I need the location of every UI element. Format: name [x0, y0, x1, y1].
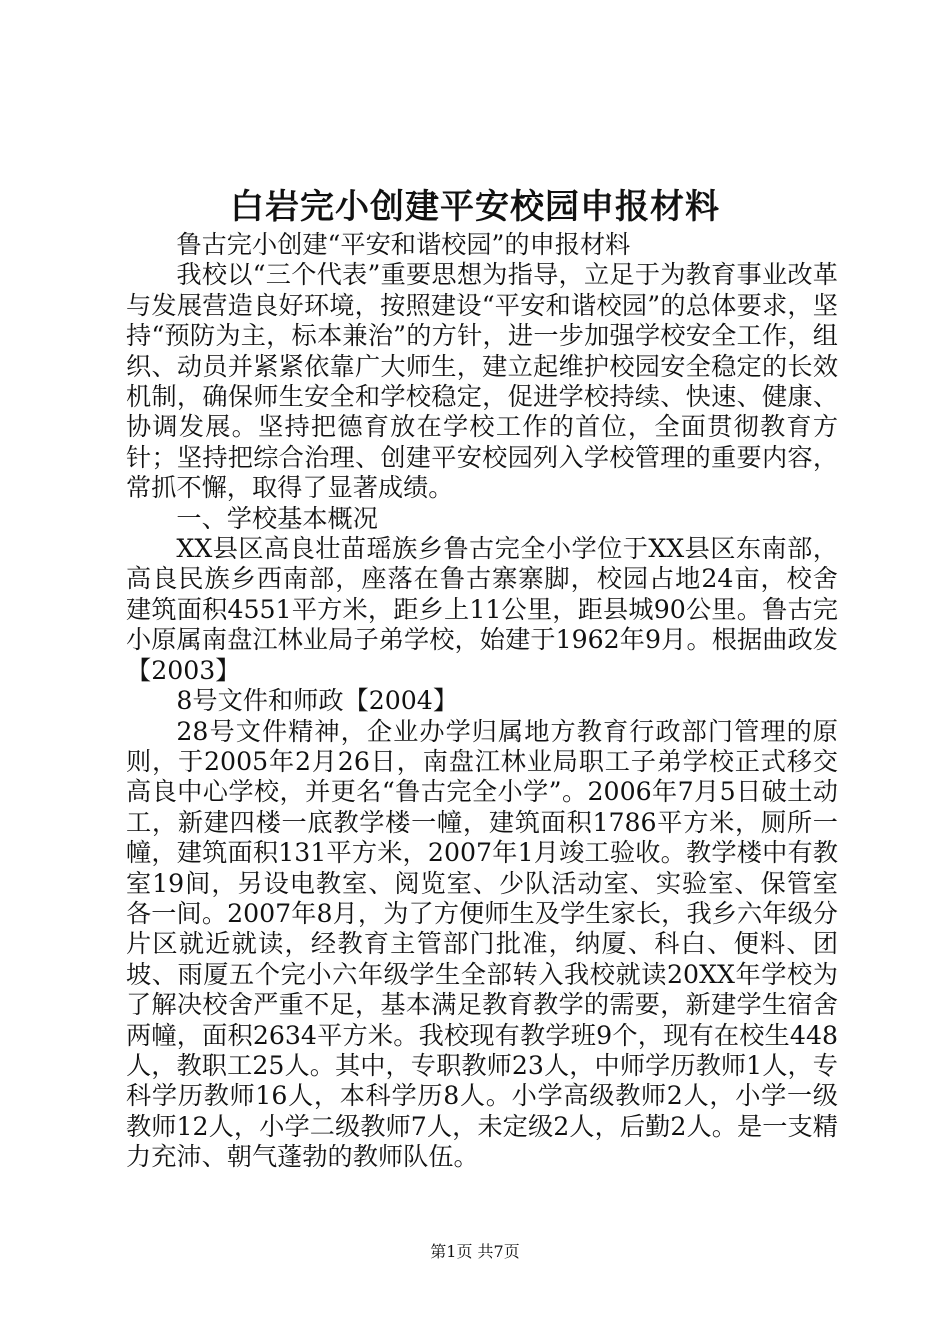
- section-heading: 一、学校基本概况: [176, 503, 378, 533]
- page-number-footer: 第1页 共7页: [430, 1242, 520, 1261]
- subtitle-paragraph: 鲁古完小创建“平安和谐校园”的申报材料: [176, 230, 631, 259]
- intro-paragraph: 我校以“三个代表”重要思想为指导，立足于为教育事业改革与发展营造良好环境，按照建设“平安和谐校园”的总体要求，坚持“预防为主，标本兼治”的方针，进一步加强学校安全工作，组织、动员并紧紧依靠广大师生，建立起维护校园安全稳定的长效机制，确保师生安全和学校稳定，促进学校持续、快速、健康、协调发展。坚持把德育放在学校工作的首位，全面贯彻教育方针；坚持把综合治理、创建平安校园列入学校管理的重要内容，常抓不懈，取得了显著成绩。: [126, 260, 838, 503]
- document-body: [126, 230, 838, 1173]
- school-history-paragraph: 28号文件精神，企业办学归属地方教育行政部门管理的原则，于2005年2月26日，南盘江林业局职工子弟学校正式移交高良中心学校，并更名“鲁古完全小学”。2006年7月5日破土动工，新建四楼一底教学楼一幢，建筑面积1786平方米，厕所一幢，建筑面积131平方米，2007年1月竣工验收。教学楼中有教室19间，另设电教室、阅览室、少队活动室、实验室、保管室各一间。2007年8月，为了方便师生及学生家长，我乡六年级分片区就近就读，经教育主管部门批准，纳厦、科白、便料、团坡、雨厦五个完小六年级学生全部转入我校就读20XX年学校为了解决校舍严重不足，基本满足教育教学的需要，新建学生宿舍两幢，面积2634平方米。我校现有教学班9个，现有在校生448人，教职工25人。其中，专职教师23人，中师学历教师1人，专科学历教师16人，本科学历8人。小学高级教师2人，小学一级教师12人，小学二级教师7人，未定级2人，后勤2人。是一支精力充沛、朝气蓬勃的教师队伍。: [126, 716, 838, 1172]
- document-reference-paragraph: 8号文件和师政【2004】: [176, 686, 459, 716]
- school-overview-paragraph: XX县区高良壮苗瑶族乡鲁古完全小学位于XX县区东南部，高良民族乡西南部，座落在鲁古寨寨脚，校园占地24亩，校舍建筑面积4551平方米，距乡上11公里，距县城90公里。鲁古完小原属南盘江林业局子弟学校，始建于1962年9月。根据曲政发【2003】: [126, 534, 838, 685]
- document-title: 白岩完小创建平安校园申报材料: [230, 187, 720, 227]
